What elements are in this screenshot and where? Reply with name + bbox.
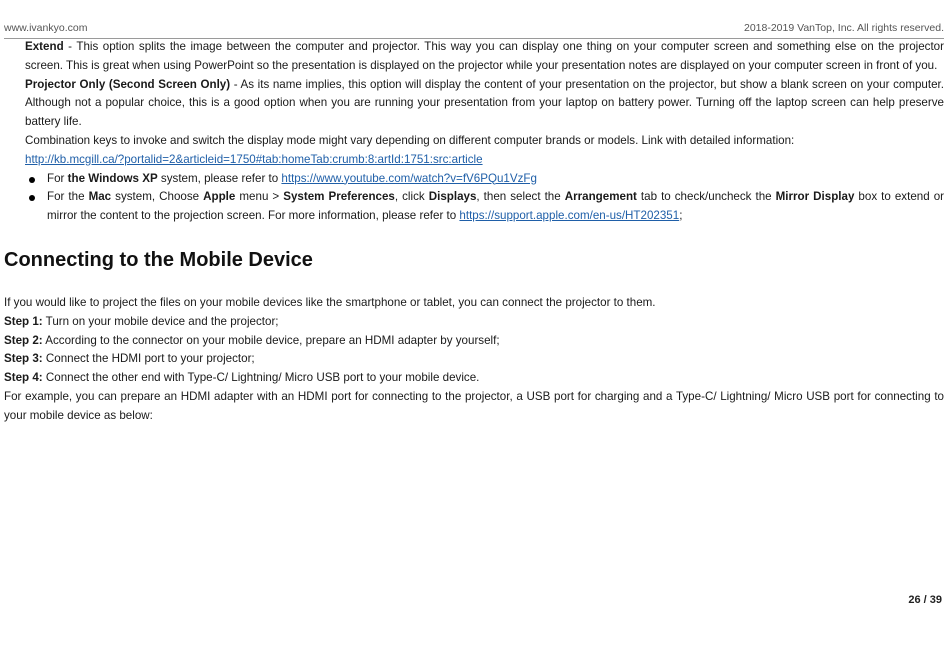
mac-text: tab to check/uncheck the	[636, 190, 776, 204]
step-1	[4, 313, 944, 332]
projector-only-label: Projector Only (Second Screen Only)	[25, 77, 231, 91]
step-text: Connect the HDMI port to your projector;	[42, 352, 255, 366]
projector-only-paragraph	[4, 76, 944, 132]
bullet-xp-text2: system, please refer to	[157, 171, 282, 185]
extend-label: Extend	[25, 40, 64, 53]
section-title: Connecting to the Mobile Device	[4, 248, 313, 271]
step-text: Connect the other end with Type-C/ Lightning/ Micro USB port to your mobile device.	[42, 371, 480, 385]
example-paragraph: For example, you can prepare an HDMI adapter with an HDMI port for connecting to the projector, a USB port for charging and a Type-C/ Lightning/ Micro USB port for connecting to your mobile device as below:	[4, 389, 944, 422]
projector-only-text: - As its name implies, this option will display the content of your presentation on the projector, but show a blank screen on your computer. Although not a popular choice, this is a good option when you are running your presentation from your laptop on battery power. Turning off the laptop screen can help preserve battery life.	[25, 77, 944, 129]
bullet-windows-xp	[4, 170, 944, 189]
bullet-xp-text: For	[47, 171, 68, 185]
header-site: www.ivankyo.com	[4, 22, 88, 34]
bullet-dot-icon	[29, 177, 35, 183]
mac-text: box to extend or mirror the content to the projection screen. For more information, please refer to	[47, 190, 945, 223]
bullet-mac	[4, 188, 944, 226]
mac-bold: Mac	[88, 190, 112, 204]
step-label: Step 3:	[4, 352, 43, 366]
step-4	[4, 369, 944, 388]
youtube-link[interactable]: https://www.youtube.com/watch?v=fV6PQu1VzFg	[281, 171, 537, 185]
step-2	[4, 332, 944, 351]
step-label: Step 4:	[4, 371, 43, 385]
mac-text: For the	[47, 190, 89, 204]
mac-text: , then select the	[476, 190, 565, 204]
mac-text: ;	[679, 209, 683, 223]
bullet-dot-icon	[29, 195, 35, 201]
bullet-xp-bold: the Windows XP	[67, 171, 158, 185]
mac-text: , click	[394, 190, 429, 204]
extend-paragraph	[4, 38, 944, 76]
intro-paragraph: If you would like to project the files on your mobile devices like the smartphone or tablet, you can connect the projector to them.	[4, 295, 656, 309]
mac-bold: Displays	[428, 190, 477, 204]
mcgill-link[interactable]: http://kb.mcgill.ca/?portalid=2&articleid=1750#tab:homeTab:crumb:8:artId:1751:src:article	[25, 152, 483, 166]
step-3	[4, 350, 944, 369]
combination-paragraph	[4, 132, 944, 170]
mac-bold: Apple	[203, 190, 236, 204]
apple-support-link[interactable]: https://support.apple.com/en-us/HT202351	[459, 209, 680, 223]
page-content	[4, 38, 944, 426]
mac-bold: System Preferences	[283, 190, 395, 204]
step-label: Step 2:	[4, 333, 43, 347]
mac-bold: Arrangement	[564, 190, 637, 204]
mac-text: system, Choose	[111, 190, 204, 204]
page-number: 26 / 39	[908, 594, 942, 606]
step-label: Step 1:	[4, 314, 43, 328]
combination-text: Combination keys to invoke and switch the display mode might vary depending on different computer brands or models. Link with detailed information:	[25, 133, 795, 147]
mac-text: menu >	[235, 190, 284, 204]
step-text: According to the connector on your mobile device, prepare an HDMI adapter by yourself;	[42, 333, 500, 347]
step-text: Turn on your mobile device and the projector;	[42, 314, 279, 328]
mac-bold: Mirror Display	[775, 190, 855, 204]
header-copyright: 2018-2019 VanTop, Inc. All rights reserved.	[743, 22, 944, 34]
extend-text: - This option splits the image between the computer and projector. This way you can display one thing on your computer screen and something else on the projector screen. This is great when using PowerPoint so the presentation is displayed on the projector while your presentation notes are displayed on your computer screen in front of you.	[25, 40, 944, 72]
page-header	[4, 18, 944, 39]
